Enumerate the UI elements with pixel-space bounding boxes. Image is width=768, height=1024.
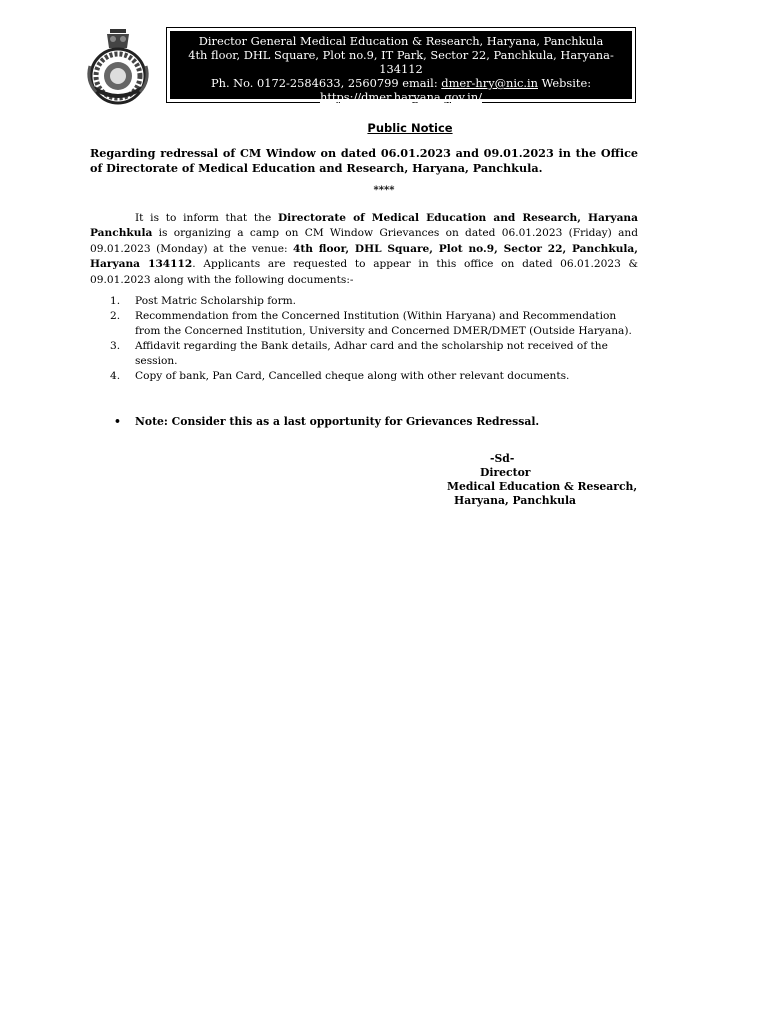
list-item-text: Post Matric Scholarship form. — [135, 295, 297, 307]
list-item-text: Recommendation from the Concerned Institution (Within Haryana) and Recommendation from the Concerned Institution, University and Concerned DMER/DMET (Outside Haryana). — [135, 310, 632, 337]
body-text-3: . Applicants are requested to appear in this office on dated 06.01.2023 & 09.01.2023 along with the following documents:- — [90, 258, 638, 286]
signature-designation: Director — [480, 466, 531, 479]
list-item-text: Affidavit regarding the Bank details, Adhar card and the scholarship not received of the session. — [135, 340, 608, 367]
letterhead-address: 4th floor, DHL Square, Plot no.9, IT Park, Sector 22, Panchkula, Haryana- 134112 — [188, 48, 614, 76]
website-label: Website: — [537, 76, 592, 90]
letterhead-phone: Ph. No. 0172-2584633, 2560799 email: — [210, 76, 442, 90]
list-item-text: Copy of bank, Pan Card, Cancelled cheque along with other relevant documents. — [135, 370, 570, 382]
notice-body — [90, 211, 638, 288]
list-item — [90, 294, 638, 309]
note-text: Note: Consider this as a last opportunity for Grievances Redressal. — [135, 415, 540, 428]
list-item-number: 2. — [110, 310, 121, 322]
list-item — [90, 339, 638, 369]
body-text-2: is organizing a camp on CM Window Grievances on dated 06.01.2023 (Friday) and 09.01.2023 (Monday) at the venue: — [90, 227, 638, 255]
list-item-number: 1. — [110, 295, 121, 307]
email-link[interactable]: dmer-hry@nic.in — [441, 76, 538, 90]
list-item-number: 4. — [110, 370, 121, 382]
notice-subject: Regarding redressal of CM Window on dated 06.01.2023 and 09.01.2023 in the Office of Directorate of Medical Education and Research, Haryana, Panchkula. — [90, 146, 638, 175]
letterhead-text — [170, 31, 632, 104]
website-link[interactable]: https://dmer.haryana.gov.in/ — [319, 90, 482, 104]
body-text-1: It is to inform that the — [135, 212, 278, 224]
signature-sd: -Sd- — [490, 452, 515, 465]
letterhead-contact — [170, 76, 632, 90]
list-item — [90, 309, 638, 339]
signature-office: Medical Education & Research, — [447, 480, 638, 493]
list-item-number: 3. — [110, 340, 121, 352]
body-bold-1: Directorate of Medical Education and Research, Haryana Panchkula — [90, 212, 639, 240]
letterhead-office: Director General Medical Education & Research, Haryana, Panchkula — [198, 34, 604, 48]
signature-place: Haryana, Panchkula — [454, 494, 577, 507]
documents-list — [90, 294, 638, 384]
body-bold-venue: 4th floor, DHL Square, Plot no.9, Sector 22, Panchkula, Haryana 134112 — [90, 242, 638, 271]
letterhead-box — [166, 27, 636, 103]
separator-stars: **** — [373, 185, 395, 196]
notice-title: Public Notice — [367, 121, 453, 135]
haryana-emblem-icon — [80, 26, 156, 106]
list-item — [90, 369, 638, 384]
bullet-icon: • — [114, 415, 121, 428]
